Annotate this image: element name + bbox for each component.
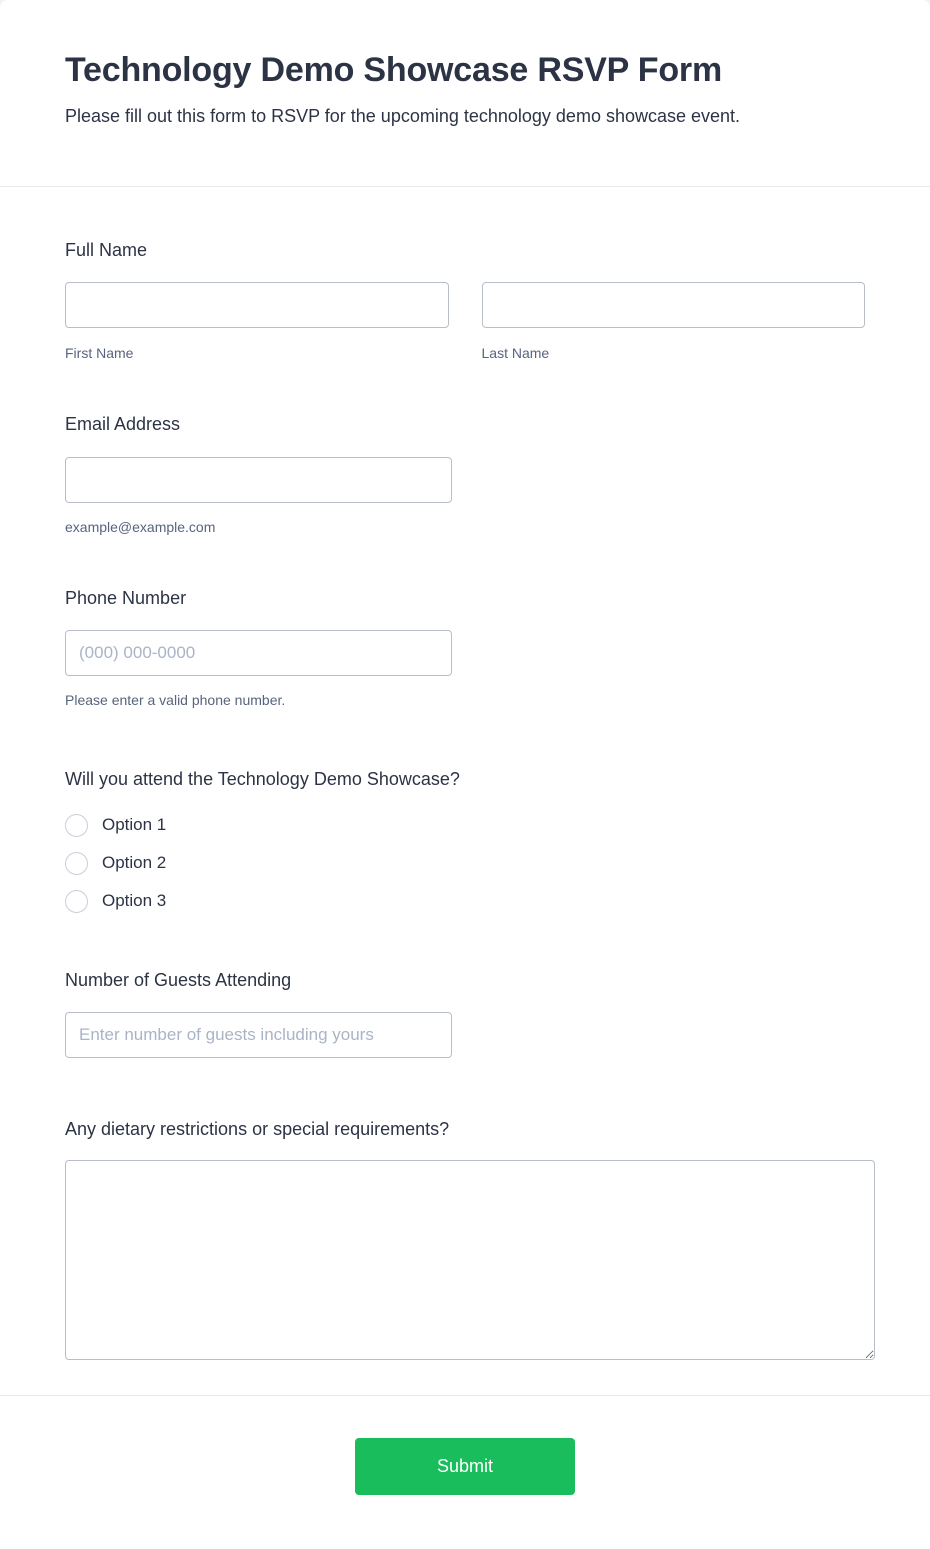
attendance-label: Will you attend the Technology Demo Showcase? [65, 769, 460, 790]
name-grid [65, 282, 865, 361]
full-name-label: Full Name [65, 240, 148, 260]
radio-option-1-label: Option 1 [102, 815, 167, 835]
question-phone [65, 587, 865, 708]
guests-input[interactable] [65, 1012, 452, 1058]
radio-option-2-label: Option 2 [102, 853, 167, 873]
form-title: Technology Demo Showcase RSVP Form [65, 51, 722, 89]
question-dietary [65, 1118, 865, 1365]
dietary-label: Any dietary restrictions or special requirements? [65, 1118, 450, 1139]
submit-button[interactable]: Submit [355, 1438, 575, 1495]
radio-option-2[interactable] [65, 852, 865, 875]
radio-option-3-label: Option 3 [102, 891, 167, 911]
form-header [0, 0, 930, 186]
last-name-input[interactable] [482, 282, 866, 328]
form-body [0, 239, 930, 1365]
form-subtitle: Please fill out this form to RSVP for the upcoming technology demo showcase event. [65, 105, 741, 126]
email-input[interactable] [65, 457, 452, 503]
form-footer [0, 1395, 930, 1549]
question-full-name [65, 239, 865, 361]
phone-hint: Please enter a valid phone number. [65, 692, 286, 709]
first-name-input[interactable] [65, 282, 449, 328]
radio-option-3[interactable] [65, 890, 865, 913]
radio-circle-icon[interactable] [65, 814, 88, 837]
header-divider [0, 186, 930, 187]
guests-label: Number of Guests Attending [65, 969, 292, 990]
question-attendance [65, 768, 865, 912]
radio-circle-icon[interactable] [65, 890, 88, 913]
phone-input[interactable] [65, 630, 452, 676]
last-name-column [482, 282, 866, 361]
radio-circle-icon[interactable] [65, 852, 88, 875]
dietary-textarea[interactable] [65, 1160, 875, 1360]
email-hint: example@example.com [65, 518, 216, 535]
first-name-sublabel: First Name [65, 345, 134, 362]
email-label: Email Address [65, 414, 181, 435]
question-guests [65, 969, 865, 1058]
phone-label: Phone Number [65, 587, 187, 608]
radio-option-1[interactable] [65, 814, 865, 837]
question-email [65, 413, 865, 534]
attendance-radio-group [65, 814, 865, 913]
last-name-sublabel: Last Name [481, 345, 550, 362]
first-name-column [65, 282, 449, 361]
